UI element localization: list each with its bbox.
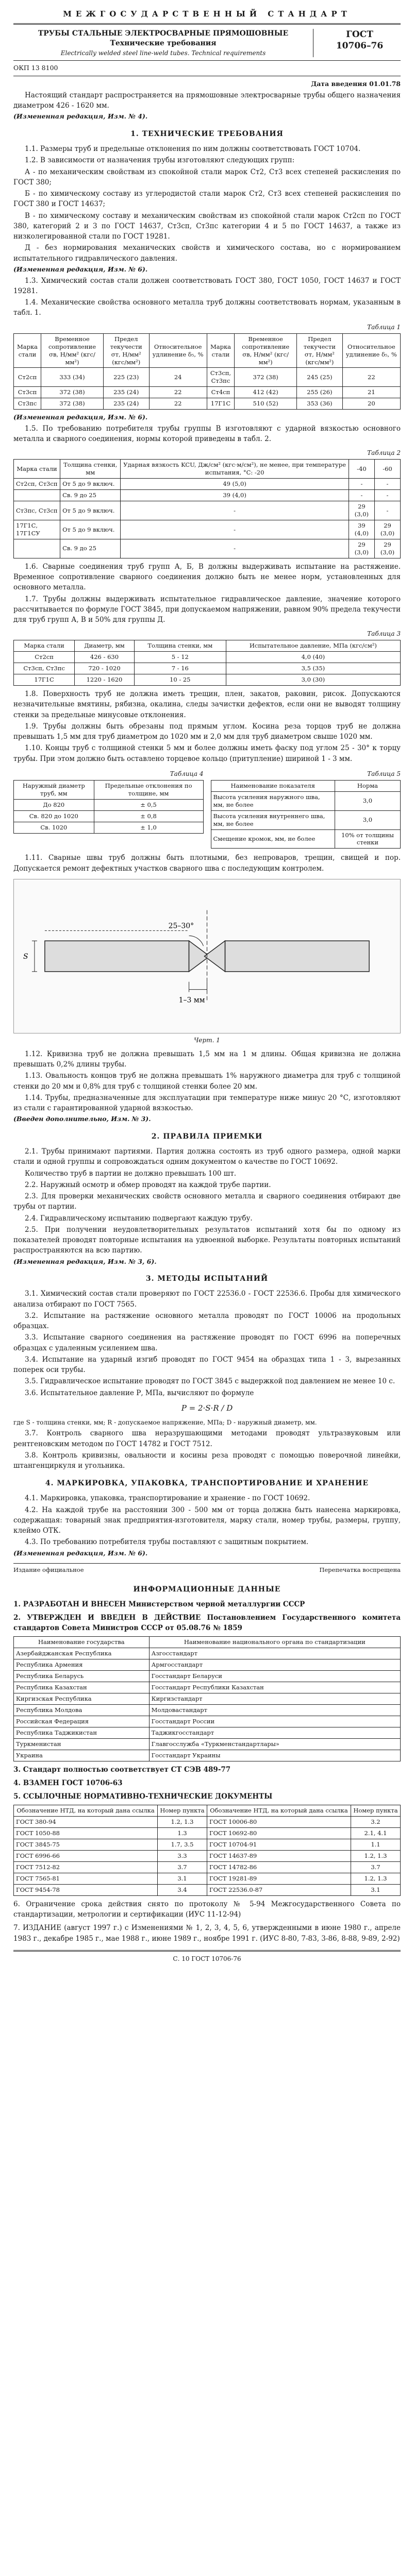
amendment-note: (Измененная редакция, Изм. № 3, 6). [13,1257,157,1265]
table-row [14,1750,401,1761]
table-cell: Св. 1020 [14,822,94,833]
table-cell: ГОСТ 1050-88 [14,1828,158,1839]
standard-masthead: МЕЖГОСУДАРСТВЕННЫЙ СТАНДАРТ [13,8,401,25]
table-cell: От 5 до 9 включ. [60,520,121,539]
table-4-block [13,765,204,852]
table-row [14,387,401,398]
table-cell: 7 - 16 [134,663,226,674]
paragraph: А - по механическим свойствам из спокойной стали марок Ст2, Ст3 всех степеней раскисления по ГОСТ 380; [13,167,401,187]
table-row [14,1727,401,1738]
paragraph: 3.5. Гидравлическое испытание проводят по ГОСТ 3845 с выдержкой под давлением не менее 10 с. [25,1377,395,1386]
intro-date: Дата введения 01.01.78 [311,80,401,88]
footer-right: Перепечатка воспрещена [319,1566,401,1574]
table-cell: Св. 820 до 1020 [14,810,94,822]
table-cell: 235 (24) [103,398,149,410]
table-header-cell: Наименование национального органа по стандартизации [149,1637,400,1648]
table-5-block [211,765,401,852]
table-cell: Армгосстандарт [149,1659,400,1671]
table-cell: 225 (23) [103,368,149,387]
page-footer [13,1563,401,1574]
table-row [211,791,401,810]
table-cell: 1.3 [157,1828,207,1839]
table-cell: ГОСТ 7512-82 [14,1862,158,1873]
paragraph: 3.6. Испытательное давление Р, МПа, вычисляют по формуле [25,1388,254,1397]
table-row [211,810,401,829]
paragraph: Д - без нормирования механических свойств и химического состава, но с нормированием испытательного гидравлического давления. [13,244,401,263]
angle-label: 25–30° [168,922,194,930]
table-cell: 3.4 [157,1885,207,1896]
table-header-row [211,780,401,791]
voting-table [13,1636,401,1761]
section-2-title: 2. ПРАВИЛА ПРИЕМКИ [151,1132,263,1141]
table-cell: 3,0 [335,810,400,829]
table-row [14,1682,401,1693]
table-cell: - [121,501,349,520]
thickness-label: S [23,952,28,961]
table-header-cell: Испытательное давление, МПа (кгс/см²) [226,640,400,652]
table-cell: 3.3 [157,1851,207,1862]
table-row [14,1659,401,1671]
table-row [14,1817,401,1828]
table-cell: 255 (26) [297,387,343,398]
table-cell: 412 (42) [235,387,297,398]
table-cell: Ст2сп [14,652,75,663]
table-cell: 2.1, 4.1 [351,1828,400,1839]
table-cell: ± 1,0 [94,822,203,833]
table-row [14,1862,401,1873]
table-cell: ГОСТ 10692-80 [207,1828,351,1839]
root-face-label: 1–3 мм [178,996,205,1005]
table-header-cell: Толщина стенки, мм [134,640,226,652]
table-cell: Украина [14,1750,150,1761]
table-cell: Республика Молдова [14,1705,150,1716]
section-1-title: 1. ТЕХНИЧЕСКИЕ ТРЕБОВАНИЯ [130,130,284,139]
paragraph: 2.5. При получении неудовлетворительных результатов испытаний хотя бы по одному из показателей проводят повторные испытания на удвоенной выборке. Результаты повторных испытаний распространяются на всю партию. [13,1225,401,1255]
table-cell: Республика Армения [14,1659,150,1671]
paragraph: 2.2. Наружный осмотр и обмер проводят на каждой трубе партии. [25,1180,271,1189]
info-item: 4. ВЗАМЕН ГОСТ 10706-63 [13,1778,123,1787]
paragraph: 1.5. По требованию потребителя трубы группы В изготовляют с ударной вязкостью основного металла и сварного соединения, нормы которой приведены в табл. 2. [13,424,401,444]
table-cell: 426 - 630 [75,652,135,663]
paragraph: 1.3. Химический состав стали должен соответствовать ГОСТ 380, ГОСТ 1050, ГОСТ 14637 и ГОСТ 19281. [13,276,401,295]
table-header-cell: Предел текучести σт, Н/мм² (кгс/мм²) [103,333,149,368]
table-header-cell: Ударная вязкость KCU, Дж/см² (кгс·м/см²), не менее, при температуре испытания, °C: -20 [121,460,349,479]
table-row [14,1828,401,1839]
paragraph: 3.2. Испытание на растяжение основного металла проводят по ГОСТ 10006 на продольных образцах. [13,1311,401,1331]
table-header-cell: Временное сопротивление σв, Н/мм² (кгс/мм²) [41,333,104,368]
paragraph: 4.1. Маркировка, упаковка, транспортирование и хранение - по ГОСТ 10692. [25,1494,310,1503]
table-cell: Госстандарт России [149,1716,400,1727]
table-cell: 1.2, 1.3 [351,1873,400,1885]
table-cell: 29 (3,0) [374,520,400,539]
table-1 [13,333,401,410]
okp-code: ОКП 13 8100 [13,61,401,76]
table-header-row [14,1805,401,1817]
paragraph: 1.10. Концы труб с толщиной стенки 5 мм и более должны иметь фаску под углом 25 - 30° к торцу трубы. При этом должно быть оставлено торцевое кольцо (притупление) шириной 1 - 3 мм. [13,744,401,763]
info-item: 5. ССЫЛОЧНЫЕ НОРМАТИВНО-ТЕХНИЧЕСКИЕ ДОКУМЕНТЫ [13,1792,273,1801]
table-cell: Ст3пс [14,398,41,410]
table-cell: ГОСТ 10704-91 [207,1839,351,1851]
info-item: 6. Ограничение срока действия снято по протоколу № 5-94 Межгосударственного Совета по стандартизации, метрологии и сертификации (ИУС 11-12-94) [13,1900,401,1919]
table-row [211,829,401,849]
table-cell: ГОСТ 7565-81 [14,1873,158,1885]
paragraph: 1.9. Трубы должны быть обрезаны под прямым углом. Косина реза торцов труб не должна превышать 1,5 мм для труб диаметром до 1020 мм и 2,0 мм для труб диаметром свыше 1020 мм. [13,722,401,741]
table-row [14,663,401,674]
table-row [14,520,401,539]
tables-4-5-row [13,765,401,852]
table-cell: Главгосслужба «Туркменстандартлары» [149,1738,400,1750]
table-header-cell: -40 [349,460,374,479]
document-header [13,25,401,61]
table-header-row [14,460,401,479]
table-header-cell: Относительное удлинение δ₅, % [149,333,207,368]
table-cell: 17Г1С [14,674,75,686]
table-cell: Ст3сп, Ст3пс [207,368,234,387]
table-cell: - [374,501,400,520]
paragraph: 1.12. Кривизна труб не должна превышать 1,5 мм на 1 м длины. Общая кривизна не должна превышать 0,2% длины трубы. [13,1049,401,1069]
table-header-cell: Обозначение НТД, на который дана ссылка [14,1805,158,1817]
formula-legend: где S - толщина стенки, мм; R - допускаемое напряжение, МПа; D - наружный диаметр, мм. [13,1419,317,1427]
table-header-cell: Наименование показателя [211,780,335,791]
weld-edge-figure [13,879,401,1033]
table-cell: Республика Таджикистан [14,1727,150,1738]
table-cell: 39 (4,0) [121,490,349,501]
table-header-cell: -60 [374,460,400,479]
table-cell: Республика Беларусь [14,1671,150,1682]
table-cell: 333 (34) [41,368,104,387]
table-cell [14,490,60,501]
table-header-cell: Обозначение НТД, на который дана ссылка [207,1805,351,1817]
table-cell: 5 - 12 [134,652,226,663]
info-item: 2. УТВЕРЖДЕН И ВВЕДЕН В ДЕЙСТВИЕ Постановлением Государственного комитета стандартов Совета Министров СССР от 05.08.76 № 1859 [13,1613,401,1633]
table-cell: 3,0 (30) [226,674,400,686]
table-5 [211,780,401,849]
table-row [14,501,401,520]
paragraph: 3.3. Испытание сварного соединения на растяжение проводят по ГОСТ 6996 на поперечных образцах с удаленным усилением шва. [13,1333,401,1352]
table-cell: Ст3сп [14,387,41,398]
table-cell: Ст3сп, Ст3пс [14,663,75,674]
table-cell: Высота усиления наружного шва, мм, не более [211,791,335,810]
table-cell: Киргизская Республика [14,1693,150,1705]
table-cell: - [349,479,374,490]
table-header-cell: Диаметр, мм [75,640,135,652]
table-header-cell: Марка стали [207,333,234,368]
table-row [14,490,401,501]
paragraph: 1.1. Размеры труб и предельные отклонения по ним должны соответствовать ГОСТ 10704. [25,145,361,154]
table-header-cell: Предел текучести σт, Н/мм² (кгс/мм²) [297,333,343,368]
table-cell: 1.7, 3.5 [157,1839,207,1851]
table-5-caption: Таблица 5 [367,770,401,777]
table-cell: Российская Федерация [14,1716,150,1727]
table-cell: Св. 9 до 25 [60,490,121,501]
table-header-cell: Наружный диаметр труб, мм [14,780,94,799]
paragraph: 3.8. Контроль кривизны, овальности и косины реза проводят с помощью поверочной линейки, штангенциркуля и угольника. [13,1451,401,1470]
table-3 [13,640,401,686]
amendment-note: (Измененная редакция, Изм. № 6). [13,1549,148,1557]
table-cell: 372 (38) [41,398,104,410]
table-cell: Св. 9 до 25 [60,539,121,558]
section-4-title: 4. МАРКИРОВКА, УПАКОВКА, ТРАНСПОРТИРОВАНИЕ И ХРАНЕНИЕ [45,1479,369,1488]
bottom-masthead: С. 10 ГОСТ 10706-76 [13,1950,401,1963]
intro-text: Настоящий стандарт распространяется на прямошовные электросварные трубы общего назначения диаметром 426 - 1620 мм. [13,91,401,110]
table-cell: 3,0 [335,791,400,810]
table-cell [14,539,60,558]
table-row [14,539,401,558]
footer-left: Издание официальное [13,1566,84,1574]
paragraph: 3.4. Испытание на ударный изгиб проводят по ГОСТ 9454 на образцах типа 1 - 3, вырезанных поперек оси трубы. [13,1355,401,1375]
table-header-row [14,333,401,368]
table-row [14,822,204,833]
gost-label: ГОСТ [346,29,373,40]
paragraph: В - по химическому составу и механическим свойствам из спокойной стали марок Ст2сп по ГОСТ 380, категорий 2 и 3 по ГОСТ 14637, Ст3сп, Ст3пс категории 4 и 5 по ГОСТ 14637, а также из низколегированной стали по ГОСТ 19281. [13,211,401,241]
gost-block [313,29,401,58]
table-cell: Смещение кромок, мм, не более [211,829,335,849]
table-cell: - [349,490,374,501]
paragraph: 1.11. Сварные швы труб должны быть плотными, без непроваров, трещин, свищей и пор. Допускается ремонт дефектных участков сварного шва с последующим контролем. [13,854,401,873]
table-cell: 17Г1С [207,398,234,410]
title-ru: ТРУБЫ СТАЛЬНЫЕ ЭЛЕКТРОСВАРНЫЕ ПРЯМОШОВНЫЕ [38,29,289,38]
table-cell: 49 (5,0) [121,479,349,490]
table-4 [13,780,204,834]
paragraph: 4.2. На каждой трубе на расстоянии 300 - 500 мм от торца должна быть нанесена маркировка, содержащая: товарный знак предприятия-изготовителя, марку стали, номер трубы, размеры, группу, клеймо ОТК. [13,1505,401,1535]
paragraph: 2.3. Для проверки механических свойств основного металла и сварного соединения отбирают две трубы от партии. [13,1192,401,1211]
title-en: Electrically welded steel line-weld tubes. Technical requirements [60,49,266,57]
table-header-cell: Марка стали [14,460,60,479]
table-cell: Молдовастандарт [149,1705,400,1716]
table-row [14,1738,401,1750]
paragraph: 1.2. В зависимости от назначения трубы изготовляют следующих групп: [25,156,295,165]
table-cell: ГОСТ 9454-78 [14,1885,158,1896]
table-cell: 510 (52) [235,398,297,410]
table-cell: От 5 до 9 включ. [60,479,121,490]
table-2-caption: Таблица 2 [367,449,401,457]
section-3-title: 3. МЕТОДЫ ИСПЫТАНИЙ [145,1275,269,1283]
table-cell: 24 [149,368,207,387]
amendment-note: (Измененная редакция, Изм. № 6). [13,265,148,273]
table-cell: ГОСТ 14782-86 [207,1862,351,1873]
table-cell: ± 0,8 [94,810,203,822]
table-cell: 372 (38) [235,368,297,387]
table-row [14,652,401,663]
table-cell: Таджикгосстандарт [149,1727,400,1738]
table-cell: ГОСТ 19281-89 [207,1873,351,1885]
table-cell: 22 [342,368,400,387]
table-2 [13,459,401,558]
table-row [14,1851,401,1862]
table-cell: Ст2сп, Ст3сп [14,479,60,490]
table-4-caption: Таблица 4 [170,770,204,777]
table-cell: 17Г1С, 17Г1СУ [14,520,60,539]
paragraph: 1.13. Овальность концов труб не должна превышать 1% наружного диаметра для труб с толщиной стенки до 20 мм и 0,8% для труб с толщиной стенки более 20 мм. [13,1072,401,1091]
table-row [14,1705,401,1716]
references-table [13,1805,401,1896]
table-cell: 1.1 [351,1839,400,1851]
table-cell: 372 (38) [41,387,104,398]
gost-number: 10706–76 [336,40,384,51]
table-header-cell: Номер пункта [157,1805,207,1817]
table-cell: - [121,520,349,539]
table-row [14,1716,401,1727]
table-cell: 353 (36) [297,398,343,410]
table-cell: 3.1 [157,1873,207,1885]
table-cell: Ст4сп [207,387,234,398]
bevel-drawing [14,879,400,1033]
table-cell: - [374,490,400,501]
table-header-row [14,640,401,652]
table-row [14,799,204,810]
table-row [14,1839,401,1851]
table-cell: 29 (3,0) [349,539,374,558]
table-cell: 720 - 1020 [75,663,135,674]
table-header-cell: Предельные отклонения по толщине, мм [94,780,203,799]
table-cell: Республика Казахстан [14,1682,150,1693]
paragraph: 4.3. По требованию потребителя трубы поставляют с защитным покрытием. [25,1538,309,1547]
amendment-note: (Введен дополнительно, Изм. № 3). [13,1115,151,1123]
paragraph: 1.14. Трубы, предназначенные для эксплуатации при температуре ниже минус 20 °С, изготовляют из стали с гарантированной ударной вязкостью. [13,1093,401,1113]
table-row [14,1885,401,1896]
table-cell: 4,0 (40) [226,652,400,663]
table-cell: 39 (4,0) [349,520,374,539]
table-row [14,674,401,686]
table-cell: От 5 до 9 включ. [60,501,121,520]
pressure-formula: P = 2·S·R / D [181,1403,233,1413]
section-1-paragraphs [13,144,401,264]
table-cell: ГОСТ 10006-80 [207,1817,351,1828]
table-cell: ± 0,5 [94,799,203,810]
paragraph: 1.8. Поверхность труб не должна иметь трещин, плен, закатов, раковин, рисок. Допускаются незначительные вмятины, рябизна, окалина, следы зачистки дефектов, если они не выводят толщину стенки за предельные минусовые отклонения. [13,690,401,719]
table-row [14,368,401,387]
table-cell: ГОСТ 3845-75 [14,1839,158,1851]
paragraph: 1.6. Сварные соединения труб групп А, Б, В должны выдерживать испытание на растяжение. Временное сопротивление сварного соединения должно быть не менее норм, установленных для основного металла. [13,562,401,592]
table-row [14,810,204,822]
table-cell: 235 (24) [103,387,149,398]
info-item: 3. Стандарт полностью соответствует СТ СЭВ 489-77 [13,1765,231,1774]
table-cell: ГОСТ 22536.0-87 [207,1885,351,1896]
table-cell: 22 [149,387,207,398]
figure-caption: Черт. 1 [194,1036,220,1044]
table-1-caption: Таблица 1 [367,323,401,331]
table-cell: Госстандарт Беларуси [149,1671,400,1682]
table-cell: 22 [149,398,207,410]
table-header-cell: Относительное удлинение δ₅, % [342,333,400,368]
table-header-cell: Номер пункта [351,1805,400,1817]
table-cell: 3.7 [157,1862,207,1873]
table-cell: 10 - 25 [134,674,226,686]
table-cell: 1.2, 1.3 [351,1851,400,1862]
table-cell: ГОСТ 6996-66 [14,1851,158,1862]
header-titles [13,29,313,58]
table-header-row [14,1637,401,1648]
table-cell: Ст3пс, Ст3сп [14,501,60,520]
table-row [14,398,401,410]
table-cell: Госстандарт Украины [149,1750,400,1761]
table-cell: 1220 - 1620 [75,674,135,686]
table-header-cell: Марка стали [14,333,41,368]
table-cell: Ст2сп [14,368,41,387]
paragraph: Б - по химическому составу из углеродистой стали марок Ст2, Ст3 всех степеней раскисления по ГОСТ 380 и ГОСТ 14637; [13,190,401,209]
amendment-note: (Измененная редакция, Изм. № 6). [13,413,148,421]
table-cell: 3.1 [351,1885,400,1896]
table-cell: Госстандарт Республики Казахстан [149,1682,400,1693]
table-cell: - [374,479,400,490]
info-item: 1. РАЗРАБОТАН И ВНЕСЕН Министерством черной металлургии СССР [13,1600,305,1608]
table-cell: 3.2 [351,1817,400,1828]
table-row [14,1671,401,1682]
table-header-cell: Норма [335,780,400,791]
table-row [14,1648,401,1659]
table-cell: 245 (25) [297,368,343,387]
table-cell: Туркменистан [14,1738,150,1750]
table-cell: Киргизстандарт [149,1693,400,1705]
table-cell: 1.2, 1.3 [157,1817,207,1828]
paragraph: 2.4. Гидравлическому испытанию подвергают каждую трубу. [25,1214,253,1223]
info-title: ИНФОРМАЦИОННЫЕ ДАННЫЕ [133,1585,281,1594]
table-row [14,1693,401,1705]
table-cell: ГОСТ 14637-89 [207,1851,351,1862]
paragraph: 3.1. Химический состав стали проверяют по ГОСТ 22536.0 - ГОСТ 22536.6. Пробы для химического анализа отбирают по ГОСТ 7565. [13,1290,401,1309]
intro-note: (Измененная редакция, Изм. № 4). [13,112,148,121]
table-cell: 20 [342,398,400,410]
table-row [14,479,401,490]
paragraph: 1.7. Трубы должны выдерживать испытательное гидравлическое давление, значение которого рассчитывается по формуле ГОСТ 3845, при допускаемом напряжении, равном 90% предела текучести для труб групп А, В и 50% для группы Д. [13,595,401,624]
table-cell: Высота усиления внутреннего шва, мм, не более [211,810,335,829]
table-3-caption: Таблица 3 [367,630,401,638]
table-header-cell: Толщина стенки, мм [60,460,121,479]
info-item: 7. ИЗДАНИЕ (август 1997 г.) с Изменениями № 1, 2, 3, 4, 5, 6, утвержденными в июне 1980 г., апреле 1983 г., декабре 1985 г., мае 1988 г., июне 1989 г., ноябре 1991 г. (ИУС 8-80, 7-83, 3-86, 8-88, 9-89, 2-92) [13,1924,401,1943]
table-cell: 3.7 [351,1862,400,1873]
table-header-cell: Марка стали [14,640,75,652]
table-cell: 21 [342,387,400,398]
table-cell: 29 (3,0) [349,501,374,520]
table-row [14,1873,401,1885]
paragraph: Количество труб в партии не должно превышать 100 шт. [25,1169,237,1178]
table-cell: Азербайджанская Республика [14,1648,150,1659]
table-cell: - [121,539,349,558]
table-cell: До 820 [14,799,94,810]
table-cell: ГОСТ 380-94 [14,1817,158,1828]
table-cell: 10% от толщины стенки [335,829,400,849]
table-cell: Азгосстандарт [149,1648,400,1659]
table-header-cell: Временное сопротивление σв, Н/мм² (кгс/мм²) [235,333,297,368]
paragraph: 3.7. Контроль сварного шва неразрушающими методами проводят ультразвуковым или рентгеновским методом по ГОСТ 14782 и ГОСТ 7512. [13,1429,401,1448]
table-cell: 29 (3,0) [374,539,400,558]
table-cell: 3,5 (35) [226,663,400,674]
table-header-row [14,780,204,799]
paragraph: 1.4. Механические свойства основного металла труб должны соответствовать нормам, указанным в табл. 1. [13,298,401,317]
table-header-cell: Наименование государства [14,1637,150,1648]
paragraph: 2.1. Трубы принимают партиями. Партия должна состоять из труб одного размера, одной марки стали и одной группы и сопровождаться одним документом о качестве по ГОСТ 10692. [13,1147,401,1166]
subtitle-ru: Технические требования [110,39,217,48]
